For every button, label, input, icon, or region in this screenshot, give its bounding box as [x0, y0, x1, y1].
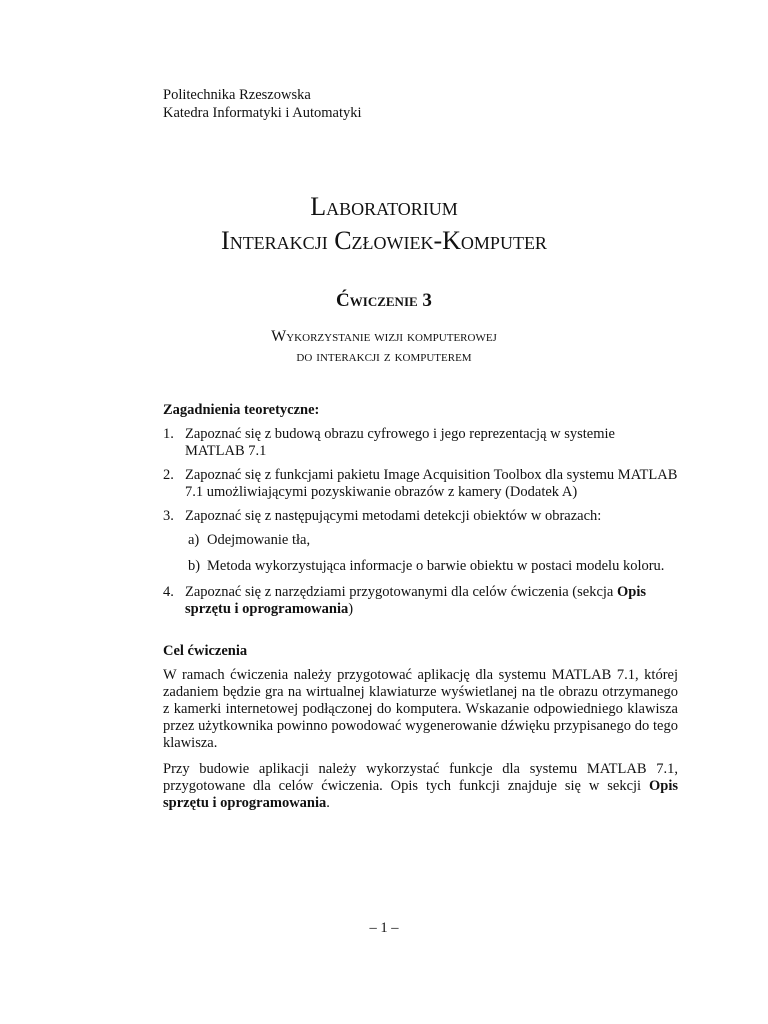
sublist-item — [188, 558, 678, 575]
exercise-subtitle — [0, 327, 768, 367]
title-line-2: Interakcji Człowiek-Komputer — [221, 226, 547, 255]
goal-heading: Cel ćwiczenia — [163, 643, 248, 659]
list-number: 2. — [163, 467, 174, 483]
section-reference: Opis sprzętu i oprogramowania — [163, 778, 678, 811]
department-name: Katedra Informatyki i Automatyki — [163, 105, 362, 121]
sublist-item — [188, 532, 678, 549]
exercise-number: Ćwiczenie 3 — [336, 290, 432, 311]
page-number: – 1 – — [369, 920, 399, 936]
list-text-part: ) — [348, 601, 354, 617]
list-item — [163, 426, 678, 460]
list-text: Zapoznać się z funkcjami pakietu Image Acquisition Toolbox dla systemu MATLAB 7.1 umożliwiającymi pozyskiwanie obrazów z kamery (Dodatek A) — [185, 467, 678, 500]
sublist-number: b) — [188, 558, 201, 574]
document-title — [0, 190, 768, 258]
list-text-part: Zapoznać się z narzędziami przygotowanymi dla celów ćwiczenia (sekcja — [185, 584, 617, 600]
title-line-1: Laboratorium — [310, 192, 458, 221]
main-content — [163, 402, 678, 821]
subtitle-line-1: Wykorzystanie wizji komputerowej — [271, 328, 497, 345]
subtitle-line-2: do interakcji z komputerem — [296, 348, 472, 365]
goal-paragraph: W ramach ćwiczenia należy przygotować aplikację dla systemu MATLAB 7.1, której zadaniem będzie gra na wirtualnej klawiaturze wyświetlanej na tle obrazu otrzymanego z kamerki internetowej podłączonej do komputera. Wskazanie odpowiedniego klawisza przez użytkownika powinno powodować wygenerowanie dźwięku przypisanego do tego klawisza. — [163, 667, 678, 751]
sublist-text: Odejmowanie tła, — [207, 532, 311, 548]
list-item — [163, 584, 678, 618]
sublist-text: Metoda wykorzystująca informacje o barwie obiektu w postaci modelu koloru. — [207, 558, 665, 574]
institution-block — [163, 86, 362, 122]
list-text: Zapoznać się z budową obrazu cyfrowego i jego reprezentacją w systemie MATLAB 7.1 — [185, 426, 615, 459]
institution-name: Politechnika Rzeszowska — [163, 87, 311, 103]
list-text: Zapoznać się z następującymi metodami detekcji obiektów w obrazach: — [185, 508, 602, 524]
goal-paragraph — [163, 761, 678, 812]
list-number: 1. — [163, 426, 174, 442]
list-item — [163, 508, 678, 525]
theory-heading: Zagadnienia teoretyczne: — [163, 402, 320, 418]
list-number: 3. — [163, 508, 174, 524]
list-number: 4. — [163, 584, 174, 600]
section-reference: Opis sprzętu i oprogramowania — [185, 584, 646, 617]
paragraph-text-part: Przy budowie aplikacji należy wykorzystać funkcje dla systemu MATLAB 7.1, przygotowane dla celów ćwiczenia. Opis tych funkcji znajduje się w sekcji — [163, 761, 678, 794]
list-text — [185, 584, 678, 618]
paragraph-text-part: . — [326, 795, 330, 811]
list-item — [163, 467, 678, 501]
sublist-number: a) — [188, 532, 200, 548]
